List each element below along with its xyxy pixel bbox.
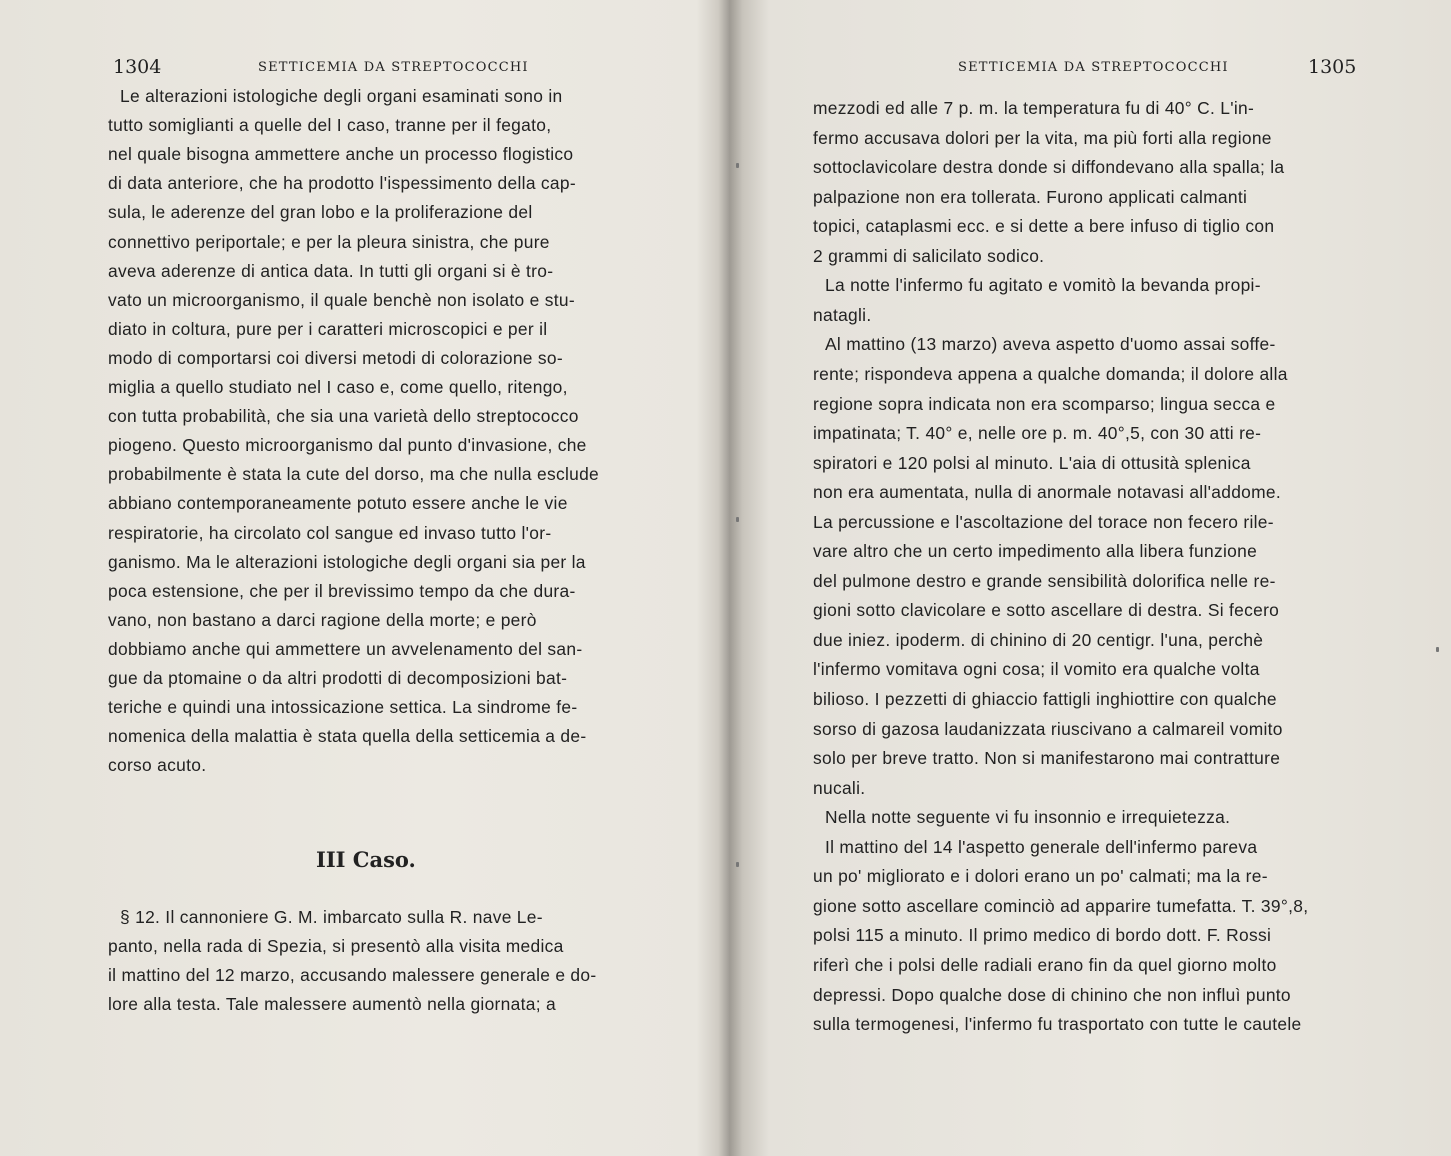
text-line: sula, le aderenze del gran lobo e la proliferazione del	[108, 202, 533, 223]
text-line: poca estensione, che per il brevissimo tempo da che dura-	[108, 580, 576, 601]
text-line: regione sopra indicata non era scomparso; lingua secca e	[813, 393, 1276, 414]
text-line: probabilmente è stata la cute del dorso, ma che nulla esclude	[108, 464, 600, 485]
text-line: il mattino del 12 marzo, accusando malessere generale e do-	[108, 965, 597, 986]
text-line: vano, non bastano a darci ragione della morte; e però	[108, 609, 537, 630]
text-line: gue da ptomaine o da altri prodotti di decomposizioni bat-	[108, 668, 568, 688]
text-line: 2 grammi di salicilato sodico.	[813, 245, 1045, 266]
text-line: Nella notte seguente vi fu insonnio e irrequietezza.	[825, 807, 1231, 828]
text-line: vato un microorganismo, il quale benchè non isolato e stu-	[108, 289, 575, 310]
text-line: La percussione e l'ascoltazione del torace non fecero rile-	[813, 511, 1274, 532]
text-line: un po' migliorato e i dolori erano un po' calmati; ma la re-	[813, 866, 1268, 887]
text-line: teriche e quindi una intossicazione settica. La sindrome fe-	[108, 697, 578, 718]
text-line: palpazione non era tollerata. Furono applicati calmanti	[813, 186, 1248, 207]
text-line: ganismo. Ma le alterazioni istologiche degli organi sia per la	[108, 551, 586, 572]
text-line: aveva aderenze di antica data. In tutti gli organi si è tro-	[108, 260, 554, 281]
running-head: SETTICEMIA DA STREPTOCOCCHI	[958, 60, 1229, 75]
text-line: La notte l'infermo fu agitato e vomitò la bevanda propi-	[825, 275, 1261, 296]
section-heading: III Caso.	[316, 847, 416, 872]
text-line: gioni sotto clavicolare e sotto ascellare di destra. Si fecero	[813, 600, 1280, 621]
text-line: depressi. Dopo qualche dose di chinino che non influì punto	[813, 984, 1291, 1005]
right-page	[728, 0, 1451, 1156]
text-line: spiratori e 120 polsi al minuto. L'aia di ottusità splenica	[813, 452, 1251, 473]
text-line: due iniez. ipoderm. di chinino di 20 centigr. l'una, perchè	[813, 629, 1264, 650]
text-line: l'infermo vomitava ogni cosa; il vomito era qualche volta	[813, 659, 1260, 680]
text-line: corso acuto.	[108, 755, 207, 776]
text-line: sulla termogenesi, l'infermo fu trasportato con tutte le cautele	[813, 1014, 1302, 1035]
text-line: § 12. Il cannoniere G. M. imbarcato sulla R. nave Le-	[120, 907, 543, 927]
text-line: Le alterazioni istologiche degli organi esaminati sono in	[120, 86, 563, 106]
text-line: Il mattino del 14 l'aspetto generale dell'infermo pareva	[825, 836, 1258, 857]
text-line: lore alla testa. Tale malessere aumentò nella giornata; a	[108, 994, 556, 1015]
page-edge-mark	[1436, 647, 1439, 652]
page-number: 1304	[113, 56, 162, 78]
text-line: modo di comportarsi coi diversi metodi di colorazione so-	[108, 347, 563, 368]
text-line: connettivo periportale; e per la pleura sinistra, che pure	[108, 231, 550, 252]
text-line: sottoclavicolare destra donde si diffondevano alla spalla; la	[813, 157, 1285, 178]
page-edge-mark	[736, 163, 739, 168]
text-line: riferì che i polsi delle radiali erano fin da quel giorno molto	[813, 954, 1277, 975]
text-line: respiratorie, ha circolato col sangue ed invaso tutto l'or-	[108, 522, 552, 543]
text-line: natagli.	[813, 304, 872, 325]
text-line: sorso di gazosa laudanizzata riuscivano a calmareil vomito	[813, 718, 1283, 739]
text-line: Al mattino (13 marzo) aveva aspetto d'uomo assai soffe-	[825, 334, 1276, 355]
text-line: abbiano contemporaneamente potuto essere anche le vie	[108, 493, 568, 514]
text-line: rente; rispondeva appena a qualche domanda; il dolore alla	[813, 363, 1288, 384]
text-line: polsi 115 a minuto. Il primo medico di bordo dott. F. Rossi	[813, 925, 1272, 946]
text-line: tutto somiglianti a quelle del I caso, tranne per il fegato,	[108, 115, 552, 136]
text-line: fermo accusava dolori per la vita, ma più forti alla regione	[813, 127, 1272, 148]
text-line: nel quale bisogna ammettere anche un processo flogistico	[108, 144, 574, 165]
text-line: solo per breve tratto. Non si manifestarono mai contratture	[813, 748, 1281, 769]
text-line: nomenica della malattia è stata quella della setticemia a de-	[108, 726, 587, 747]
text-line: non era aumentata, nulla di anormale notavasi all'addome.	[813, 482, 1282, 503]
text-line: gione sotto ascellare cominciò ad apparire tumefatta. T. 39°,8,	[813, 895, 1309, 916]
text-line: diato in coltura, pure per i caratteri microscopici e per il	[108, 318, 548, 339]
text-line: miglia a quello studiato nel I caso e, come quello, ritengo,	[108, 377, 568, 397]
text-line: panto, nella rada di Spezia, si presentò alla visita medica	[108, 936, 564, 957]
text-line: topici, cataplasmi ecc. e si dette a bere infuso di tiglio con	[813, 216, 1275, 237]
text-line: con tutta probabilità, che sia una varietà dello streptococco	[108, 406, 579, 427]
text-line: del pulmone destro e grande sensibilità dolorifica nelle re-	[813, 570, 1276, 591]
text-line: dobbiamo anche qui ammettere un avvelenamento del san-	[108, 638, 583, 659]
page-edge-mark	[736, 517, 739, 522]
running-head: SETTICEMIA DA STREPTOCOCCHI	[258, 60, 529, 75]
text-line: impatinata; T. 40° e, nelle ore p. m. 40°,5, con 30 atti re-	[813, 423, 1262, 444]
page-edge-mark	[736, 862, 739, 867]
text-line: bilioso. I pezzetti di ghiaccio fattigli inghiottire con qualche	[813, 689, 1277, 709]
text-line: di data anteriore, che ha prodotto l'ispessimento della cap-	[108, 173, 576, 194]
text-line: mezzodi ed alle 7 p. m. la temperatura fu di 40° C. L'in-	[813, 98, 1255, 118]
page-number: 1305	[1308, 56, 1357, 78]
text-line: nucali.	[813, 777, 866, 798]
text-line: piogeno. Questo microorganismo dal punto d'invasione, che	[108, 435, 587, 456]
text-line: vare altro che un certo impedimento alla libera funzione	[813, 541, 1258, 562]
